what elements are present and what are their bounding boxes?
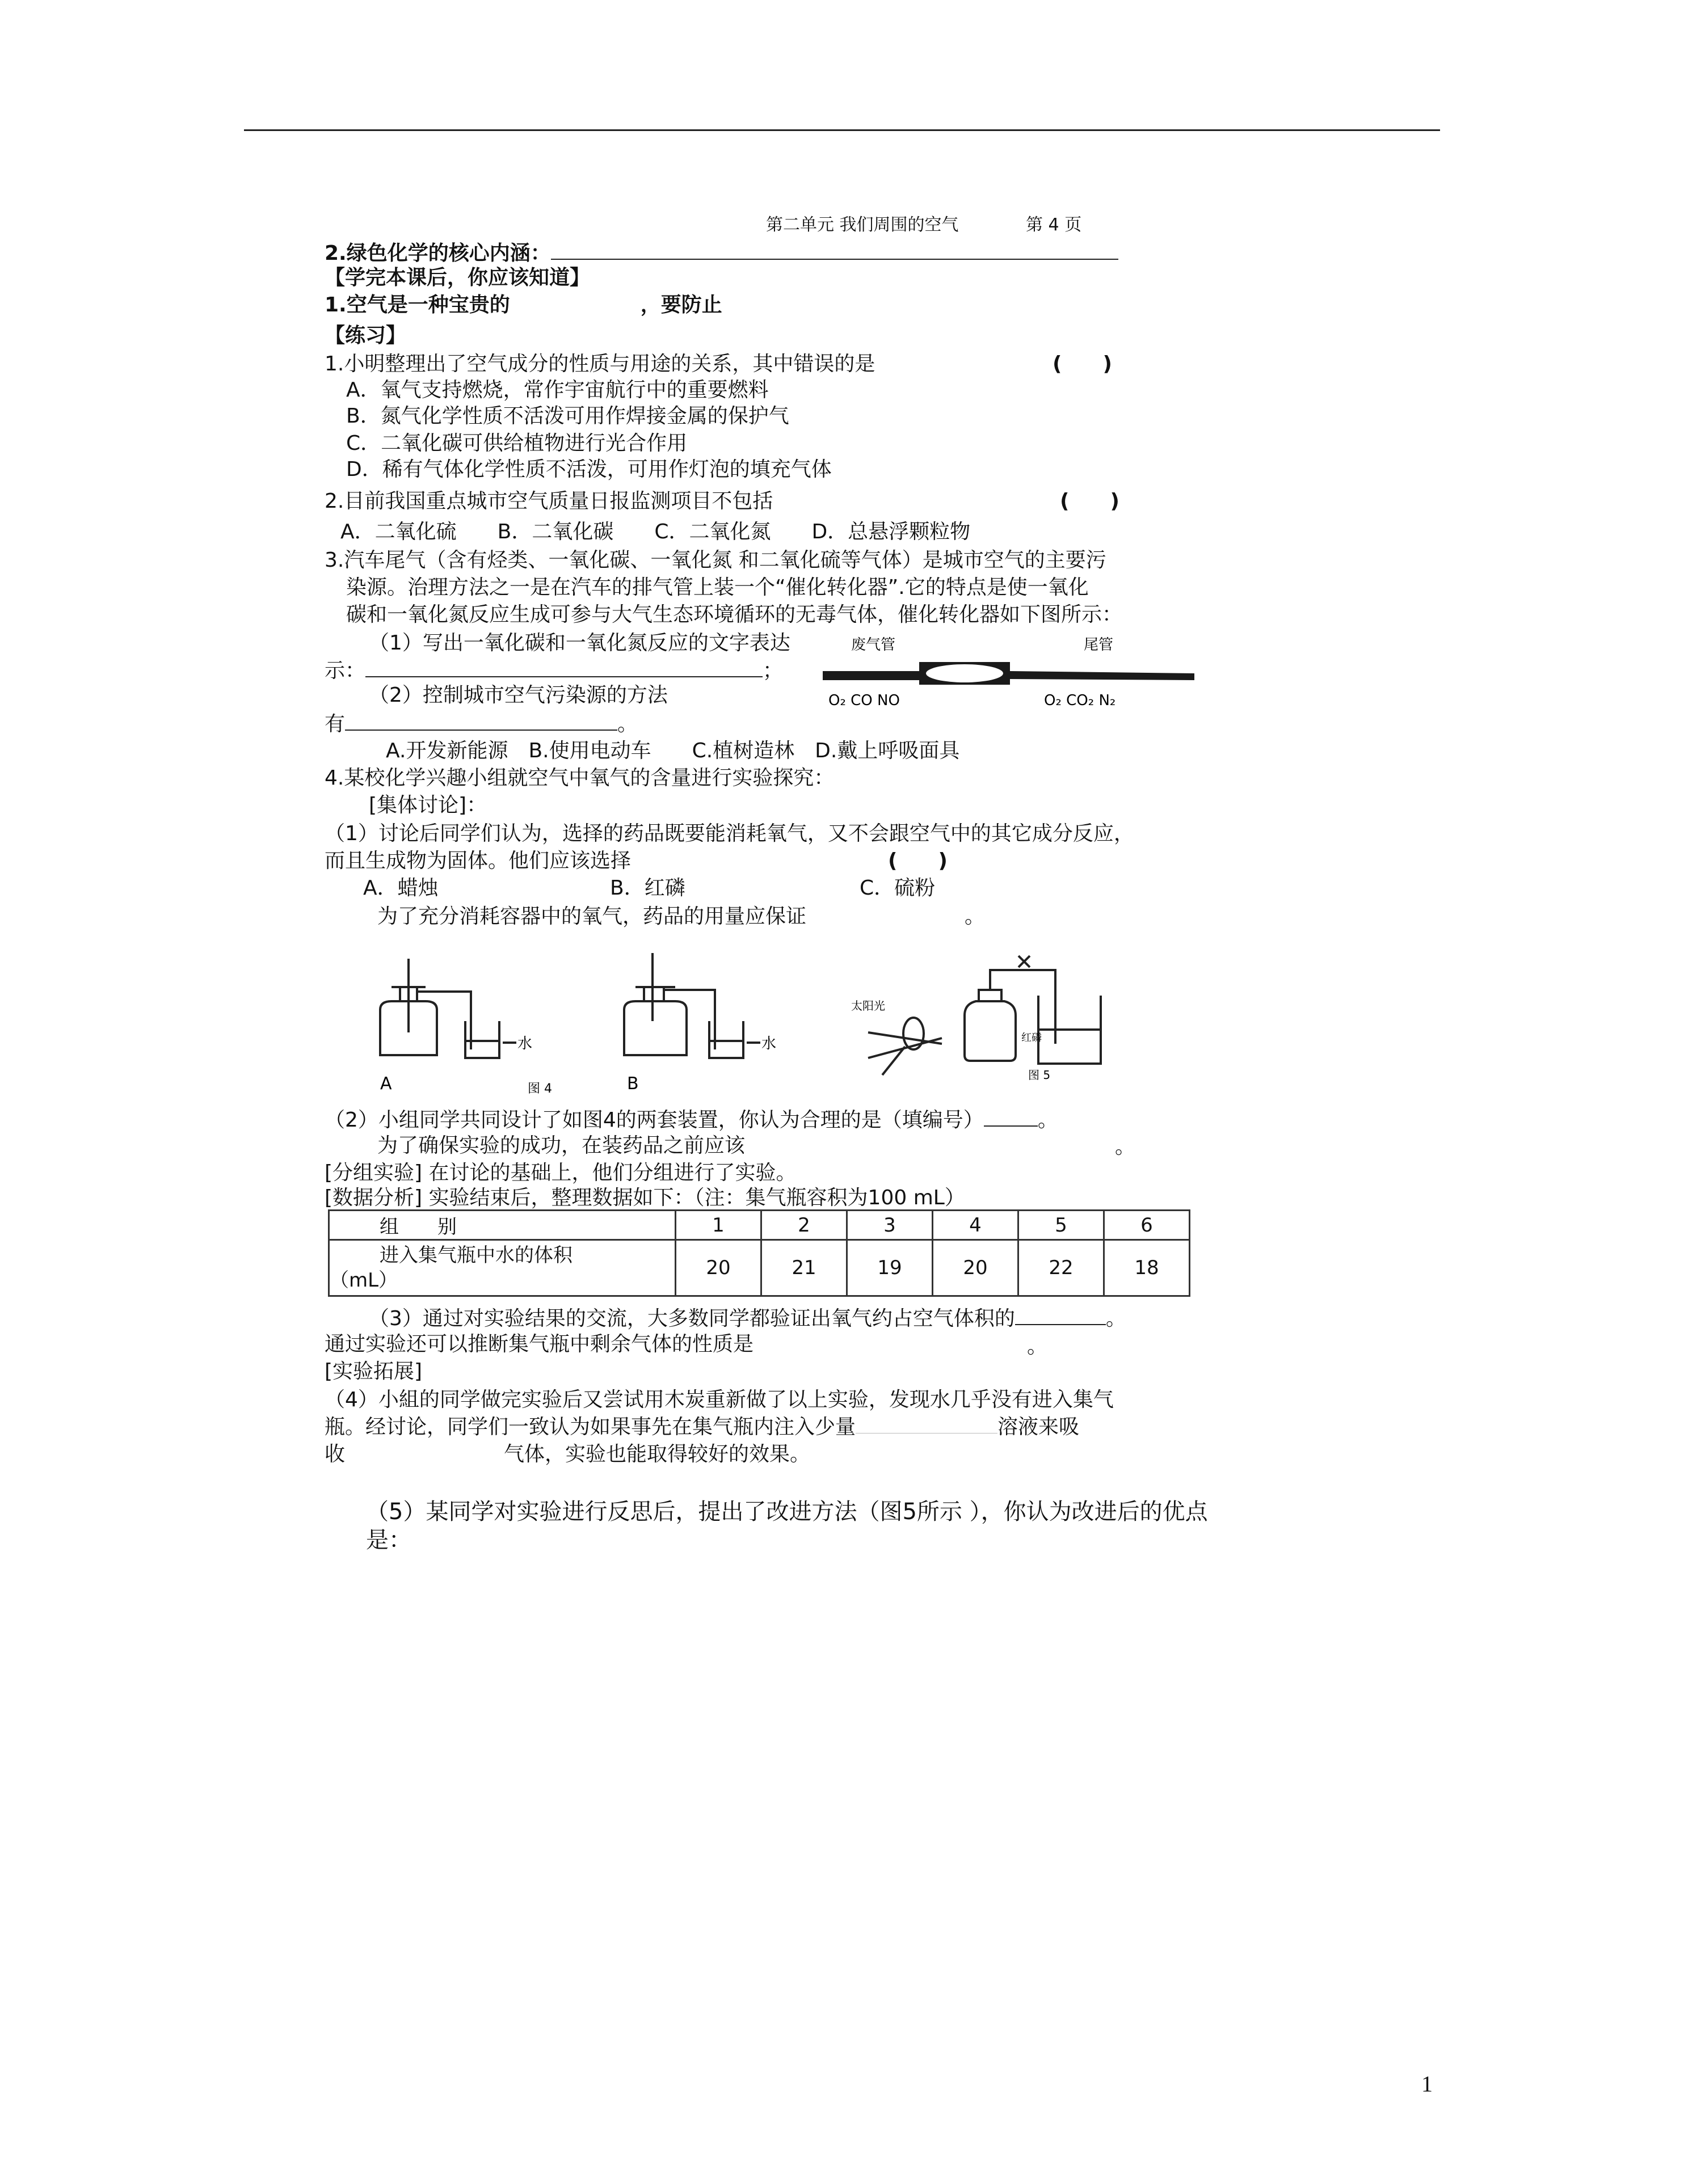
- q4-4c: 收 气体，实验也能取得较好的效果。: [325, 1443, 811, 1466]
- q1: 1.小明整理出了空气成分的性质与用途的关系，其中错误的是: [325, 352, 875, 376]
- q3-options: A.开发新能源 B.使用电动车 C.植树造林 D.戴上呼吸面具: [386, 739, 960, 762]
- learn-heading: 【学完本课后，你应该知道】: [325, 266, 591, 289]
- inlet-label: 废气管: [851, 636, 896, 653]
- q4-1-paren: ( ): [888, 849, 948, 872]
- apparatus-fig5: [868, 956, 1101, 1075]
- exhaust-pipe: [823, 662, 1194, 685]
- catalytic-converter-figure: [823, 633, 1197, 709]
- q3-2: （2）控制城市空气污染源的方法: [369, 684, 668, 707]
- sunlight-label: 太阳光: [851, 999, 885, 1013]
- table-cell: 20: [676, 1240, 761, 1296]
- q4-4a: （4）小組的同学做完实验后又尝试用木炭重新做了以上实验，发现水几乎没有进入集气: [325, 1388, 1114, 1411]
- outlet-label: 尾管: [1084, 636, 1114, 653]
- q4-2a: （2）小组同学共同设计了如图4的两套装置，你认为合理的是（填编号） 。: [325, 1106, 1058, 1133]
- q4-discussion: [集体讨论]：: [369, 794, 487, 817]
- practice-heading: 【练习】: [325, 324, 407, 347]
- q4-1-opt-b: B．红磷: [610, 876, 685, 900]
- q3-line1: 3.汽车尾气（含有烃类、一氧化碳、一氧化氮 和二氧化硫等气体）是城市空气的主要污: [325, 549, 1106, 572]
- inlet-gases: O₂ CO NO: [828, 692, 900, 709]
- table-cell: 20: [933, 1240, 1018, 1296]
- unit-header: 第二单元 我们周围的空气: [766, 215, 959, 235]
- fig4-label: 图 4: [528, 1082, 552, 1095]
- q4-3b-end: 。: [1027, 1335, 1048, 1358]
- table-header-row: [329, 1211, 1190, 1240]
- label-b: B: [627, 1074, 639, 1094]
- label-a: A: [380, 1074, 392, 1094]
- q3-line3: 碳和一氧化氮反应生成可参与大气生态环境循环的无毒气体，催化转化器如下图所示：: [346, 603, 1123, 626]
- table-group: 6: [1104, 1211, 1190, 1240]
- page-header: 第 4 页: [1026, 215, 1082, 235]
- q1-c: C．二氧化碳可供给植物进行光合作用: [346, 432, 688, 455]
- top-rule: [244, 129, 1440, 131]
- data-table: [328, 1209, 1190, 1297]
- q1-paren: ( ): [1053, 352, 1112, 376]
- expand-heading: [实验拓展]: [325, 1360, 423, 1383]
- water-a: 水: [517, 1035, 533, 1052]
- q4-2b: 为了确保实验的成功，在装药品之前应该: [377, 1134, 746, 1157]
- q4-3b: 通过实验还可以推断集气瓶中剩余气体的性质是: [325, 1333, 754, 1356]
- q3-1: （1）写出一氧化碳和一氧化氮反应的文字表达: [369, 631, 790, 655]
- q4-1-opt-c: C．硫粉: [860, 876, 936, 900]
- green-chem-line: 2.绿色化学的核心内涵：: [325, 239, 1118, 266]
- q4-4b: 瓶。经讨论，同学们一致认为如果事先在集气瓶内注入少量 溶液来吸: [325, 1415, 1080, 1439]
- q4-1b: 而且生成物为固体。他们应该选择: [325, 849, 632, 872]
- table-group: 5: [1018, 1211, 1104, 1240]
- table-group: 1: [676, 1211, 761, 1240]
- table-group: 2: [761, 1211, 847, 1240]
- q2-options: A．二氧化硫 B．二氧化碳 C．二氧化氮 D．总悬浮颗粒物: [340, 520, 971, 543]
- q2: 2.目前我国重点城市空气质量日报监测项目不包括: [325, 490, 773, 513]
- table-header-label: 组 别: [329, 1211, 676, 1240]
- q4-1-opt-a: A．蜡烛: [363, 876, 439, 900]
- table-cell: 21: [761, 1240, 847, 1296]
- apparatus-a: [380, 959, 516, 1058]
- q1-b: B．氮气化学性质不活泼可用作焊接金属的保护气: [346, 404, 789, 428]
- table-row: [329, 1240, 1190, 1296]
- table-group: 3: [847, 1211, 933, 1240]
- outlet-gases: O₂ CO₂ N₂: [1044, 692, 1116, 709]
- table-cell: 19: [847, 1240, 933, 1296]
- group-experiment: [分组实验] 在讨论的基础上，他们分组进行了实验。: [325, 1161, 797, 1184]
- q3-2-line: 有 。: [325, 710, 638, 737]
- apparatus-figures: [369, 947, 1163, 1095]
- water-b: 水: [761, 1035, 777, 1052]
- q3-line2: 染源。治理方法之一是在汽车的排气管上装一个“催化转化器”.它的特点是使一氧化: [346, 576, 1089, 599]
- table-cell: 22: [1018, 1240, 1104, 1296]
- q4-1c: 为了充分消耗容器中的氧气，药品的用量应保证: [377, 905, 807, 928]
- q1-d: D．稀有气体化学性质不活泼，可用作灯泡的填充气体: [346, 458, 832, 481]
- know-1: 1.空气是一种宝贵的 ，要防止: [325, 293, 722, 317]
- table-group: 4: [933, 1211, 1018, 1240]
- q4-5b: 是：: [366, 1527, 411, 1553]
- data-analysis: [数据分析] 实验结束后，整理数据如下：（注：集气瓶容积为100 mL）: [325, 1186, 965, 1209]
- q4-2b-end: 。: [1115, 1135, 1136, 1158]
- q4-5a: （5）某同学对实验进行反思后，提出了改进方法（图5所示 ），你认为改进后的优点: [366, 1499, 1208, 1525]
- converter-core: [926, 664, 1003, 682]
- q4-1c-end: 。: [965, 905, 986, 928]
- table-cell: 18: [1104, 1240, 1190, 1296]
- q4: 4.某校化学兴趣小组就空气中氧气的含量进行实验探究：: [325, 766, 835, 790]
- q3-1-line: 示： ；: [325, 657, 783, 684]
- fig5-label: 图 5: [1028, 1068, 1051, 1082]
- q1-a: A．氧气支持燃烧，常作宇宙航行中的重要燃料: [346, 378, 769, 402]
- apparatus-b: [624, 953, 760, 1058]
- q2-paren: ( ): [1060, 490, 1119, 513]
- table-row-label: 进入集气瓶中水的体积 （mL）: [329, 1240, 676, 1296]
- q4-3a: （3）通过对实验结果的交流，大多数同学都验证出氧气约占空气体积的 。: [369, 1305, 1126, 1331]
- q4-1a: （1）讨论后同学们认为，选择的药品既要能消耗氧气，又不会跟空气中的其它成分反应，: [325, 822, 1134, 845]
- phosphorus-label: 红磷: [1021, 1032, 1042, 1044]
- page-number: 1: [1421, 2071, 1433, 2097]
